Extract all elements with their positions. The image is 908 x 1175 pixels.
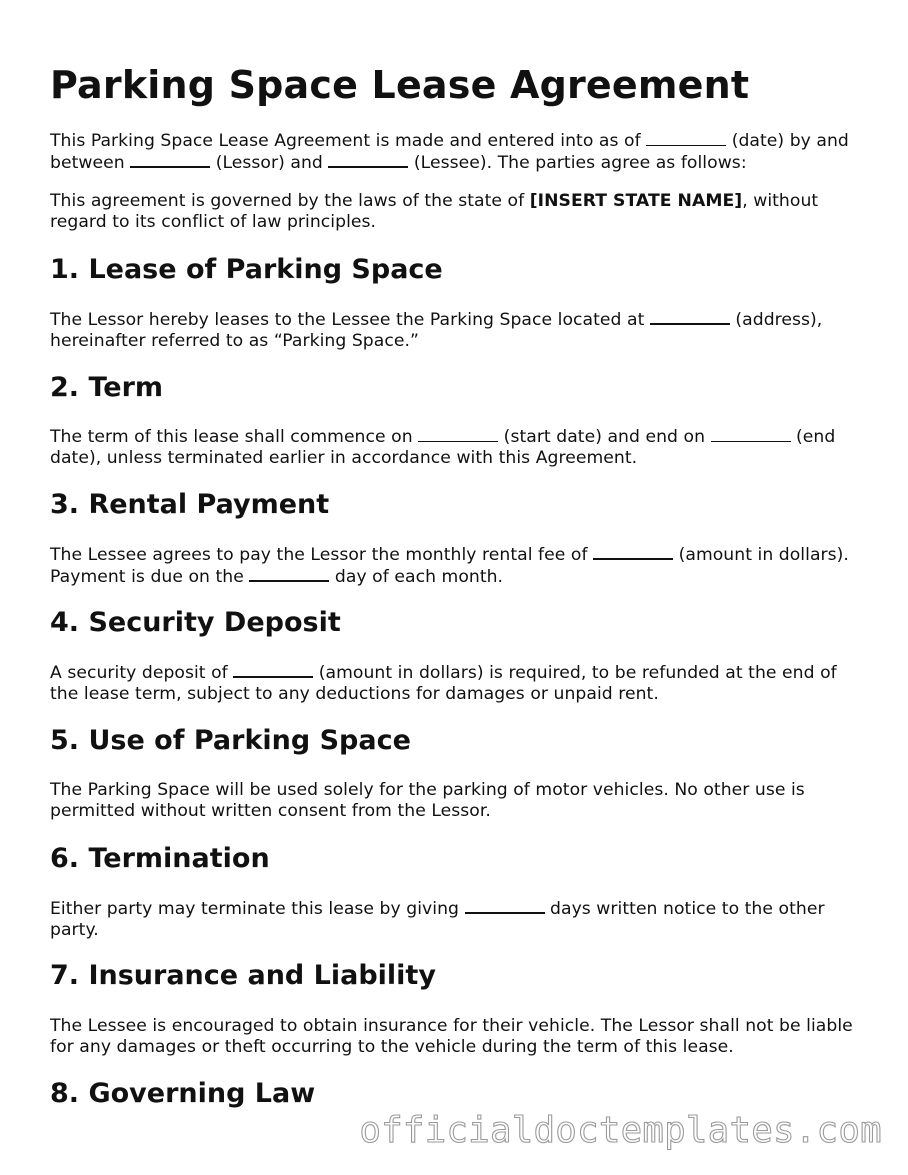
section-text-termination (50, 898, 870, 941)
due-day-blank (249, 566, 329, 582)
state-name-placeholder: [INSERT STATE NAME] (529, 191, 743, 211)
deposit-amount-blank (233, 662, 313, 678)
address-blank (650, 309, 730, 325)
lease-text-1: The Lessor hereby leases to the Lessee the Parking Space located at (50, 310, 650, 330)
rental-text-3: day of each month. (329, 567, 504, 587)
termination-text-1: Either party may terminate this lease by giving (50, 899, 465, 919)
intro-paragraph (50, 131, 870, 174)
date-blank (646, 131, 726, 146)
deposit-text-2: (amount in dollars) is required, to be refunded at the end of the lease term, subject to any deductions for damages or unpaid rent. (50, 663, 837, 704)
section-text-term (50, 427, 870, 469)
section-heading-deposit: 4. Security Deposit (50, 607, 341, 638)
notice-days-blank (465, 898, 545, 914)
term-text-2: (start date) and end on (498, 427, 711, 447)
lessor-blank (130, 152, 210, 168)
governing-intro-text-1: This agreement is governed by the laws of the state of (50, 191, 530, 211)
intro-text-2: (date) by and between (50, 131, 849, 173)
section-text-rental (50, 544, 870, 588)
governing-intro-paragraph (50, 191, 870, 233)
start-date-blank (418, 427, 498, 442)
intro-text-3: (Lessor) and (210, 153, 329, 173)
lessee-blank (328, 152, 408, 168)
section-text-deposit (50, 662, 870, 705)
section-text-lease (50, 309, 870, 352)
term-text-1: The term of this lease shall commence on (50, 427, 419, 447)
section-heading-term: 2. Term (50, 372, 164, 403)
section-heading-governing-law: 8. Governing Law (50, 1078, 316, 1109)
amount-blank (593, 544, 673, 560)
section-heading-use: 5. Use of Parking Space (50, 725, 411, 756)
document-title: Parking Space Lease Agreement (50, 63, 750, 107)
intro-text-1: This Parking Space Lease Agreement is made and entered into as of (50, 131, 647, 151)
section-heading-lease: 1. Lease of Parking Space (50, 254, 443, 285)
term-text-3: (end date), unless terminated earlier in accordance with this Agreement. (50, 427, 836, 468)
lease-text-2: (address), hereinafter referred to as “Parking Space.” (50, 310, 823, 351)
section-text-insurance: The Lessee is encouraged to obtain insurance for their vehicle. The Lessor shall not be liable for any damages or theft occurring to the vehicle during the term of this lease. (50, 1016, 853, 1057)
termination-text-2: days written notice to the other party. (50, 899, 825, 940)
section-heading-rental: 3. Rental Payment (50, 489, 330, 520)
watermark: officialdoctemplates.com (359, 1110, 882, 1151)
section-heading-insurance: 7. Insurance and Liability (50, 960, 436, 991)
intro-text-4: (Lessee). The parties agree as follows: (408, 153, 747, 173)
rental-text-1: The Lessee agrees to pay the Lessor the monthly rental fee of (50, 545, 594, 565)
rental-text-2: (amount in dollars). Payment is due on the (50, 545, 849, 587)
deposit-text-1: A security deposit of (50, 663, 234, 683)
section-text-use: The Parking Space will be used solely for the parking of motor vehicles. No other use is permitted without written consent from the Lessor. (50, 780, 805, 821)
governing-intro-text-2: , without regard to its conflict of law principles. (50, 191, 819, 232)
section-heading-termination: 6. Termination (50, 843, 270, 874)
end-date-blank (711, 427, 791, 442)
